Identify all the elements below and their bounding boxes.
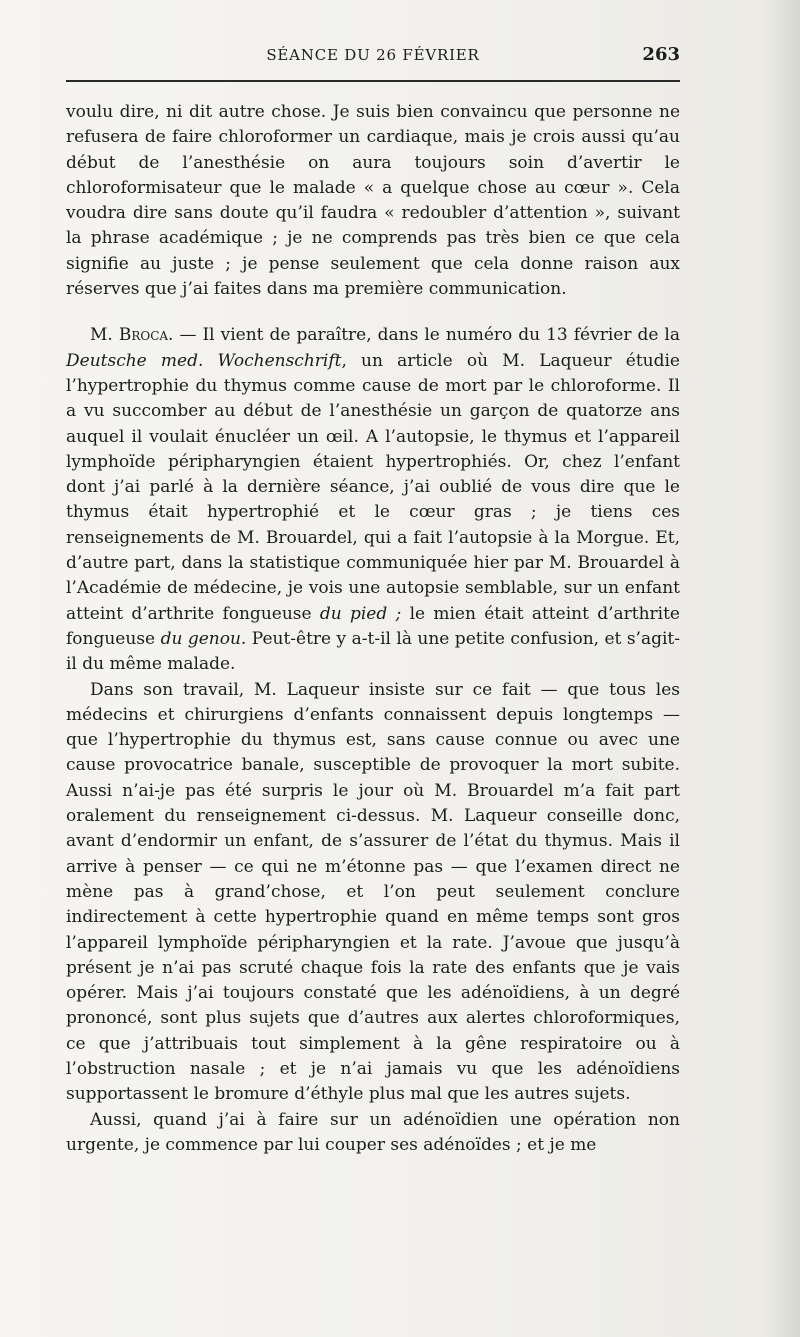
italic-du-pied: du pied ; — [319, 603, 402, 624]
header-rule — [66, 80, 680, 82]
paragraph-2 — [66, 323, 680, 677]
page-edge-shadow — [764, 0, 800, 1337]
page-header — [66, 44, 680, 70]
paragraph-2-text-d: . Peut-être y a-t-il là une petite confusion, et s’agit-il du même malade. — [66, 628, 680, 675]
body-text — [66, 100, 680, 1158]
paragraph-2-text-b: , un article où M. Laqueur étudie l’hypertrophie du thymus comme cause de mort par le chloroforme. Il a vu succomber au début de l’anesthésie un garçon de quatorze ans auquel il voulait énucléer un œil. A l’autopsie, le thymus et l’appareil lymphoïde péripharyngien étaient hypertrophiés. Or, chez l’enfant dont j’ai parlé à la dernière séance, j’ai oublié de vous dire que le thymus était hypertrophié et le cœur gras ; je tiens ces renseignements de M. Brouardel, qui a fait l’autopsie à la Morgue. Et, d’autre part, dans la statistique communiquée hier par M. Brouardel à l’Académie de médecine, je vois une autopsie semblable, sur un enfant atteint d’arthrite fongueuse — [66, 350, 680, 624]
page-number: 263 — [642, 44, 680, 65]
speaker-prefix: M. — [90, 325, 119, 346]
paragraph-1: voulu dire, ni dit autre chose. Je suis bien convaincu que personne ne refusera de faire chloroformer un cardiaque, mais je crois aussi qu’au début de l’anesthésie on aura toujours soin d’avertir le chloroformisateur que le malade « a quelque chose au cœur ». Cela voudra dire sans doute qu’il faudra « redoubler d’attention », suivant la phrase académique ; je ne comprends pas très bien ce que cela signifie au juste ; je pense seulement que cela donne raison aux réserves que j’ai faites dans ma première communication. — [66, 102, 680, 300]
paragraph-2-text-a: . — Il vient de paraître, dans le numéro du 13 février de la — [168, 325, 680, 346]
paragraph-4: Aussi, quand j’ai à faire sur un adénoïdien une opération non urgente, je commence par lui couper ses adénoïdes ; et je me — [66, 1109, 680, 1155]
paragraph-3: Dans son travail, M. Laqueur insiste sur ce fait — que tous les médecins et chirurgiens d’enfants connaissent depuis longtemps — que l’hypertrophie du thymus est, sans cause connue ou avec une cause provocatrice banale, susceptible de provoquer la mort subite. Aussi n’ai-je pas été surpris le jour où M. Brouardel m’a fait part oralement du renseignement ci-dessus. M. Laqueur conseille donc, avant d’endormir un enfant, de s’assurer de l’état du thymus. Mais il arrive à penser — ce qui ne m’étonne pas — que l’examen direct ne mène pas à grand’chose, et l’on peut seulement conclure indirectement à cette hypertrophie quand en même temps sont gros l’appareil lymphoïde péripharyngien et la rate. J’avoue que jusqu’à présent je n’ai pas scruté chaque fois la rate des enfants que je vais opérer. Mais j’ai toujours constaté que les adénoïdiens, à un degré prononcé, sont plus sujets que d’autres aux alertes chloroformiques, ce que j’attribuais tout simplement à la gêne respiratoire ou à l’obstruction nasale ; et je n’ai jamais vu que les adénoïdiens supportassent le bromure d’éthyle plus mal que les autres sujets. — [66, 679, 680, 1105]
journal-title: Deutsche med. Wochenschrift — [66, 350, 342, 371]
italic-du-genou: du genou — [160, 628, 241, 649]
paragraph-2-text-c: le mien était atteint d’arthrite fongueuse — [66, 603, 680, 649]
running-head: SÉANCE DU 26 FÉVRIER — [266, 46, 480, 64]
speaker-name: Broca — [118, 325, 169, 346]
